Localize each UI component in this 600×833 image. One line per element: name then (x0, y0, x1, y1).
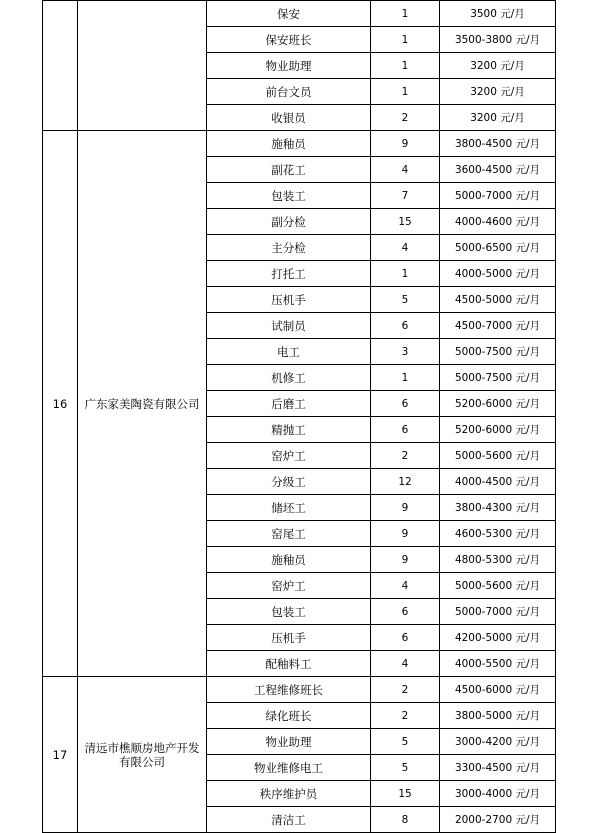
salary-cell: 4200-5000 元/月 (440, 625, 556, 651)
salary-cell: 3000-4200 元/月 (440, 729, 556, 755)
company-name: 广东家美陶瓷有限公司 (84, 396, 200, 411)
count-cell: 4 (371, 573, 440, 599)
position-cell: 绿化班长 (207, 703, 371, 729)
position-cell: 试制员 (207, 313, 371, 339)
count-cell: 1 (371, 261, 440, 287)
group-index-cell (43, 1, 78, 131)
count-cell: 4 (371, 157, 440, 183)
position-cell: 机修工 (207, 365, 371, 391)
salary-cell: 5000-5600 元/月 (440, 573, 556, 599)
count-cell: 1 (371, 365, 440, 391)
position-cell: 压机手 (207, 625, 371, 651)
position-cell: 工程维修班长 (207, 677, 371, 703)
salary-cell: 4500-7000 元/月 (440, 313, 556, 339)
salary-cell: 3800-4300 元/月 (440, 495, 556, 521)
position-cell: 前台文员 (207, 79, 371, 105)
count-cell: 12 (371, 469, 440, 495)
position-cell: 压机手 (207, 287, 371, 313)
salary-cell: 4000-5500 元/月 (440, 651, 556, 677)
count-cell: 9 (371, 521, 440, 547)
count-cell: 6 (371, 417, 440, 443)
count-cell: 1 (371, 1, 440, 27)
salary-cell: 5000-7500 元/月 (440, 365, 556, 391)
table-row (43, 677, 556, 703)
position-cell: 包装工 (207, 599, 371, 625)
group-index-cell: 16 (43, 131, 78, 677)
count-cell: 2 (371, 105, 440, 131)
count-cell: 2 (371, 703, 440, 729)
count-cell: 1 (371, 27, 440, 53)
salary-cell: 3600-4500 元/月 (440, 157, 556, 183)
position-cell: 配釉料工 (207, 651, 371, 677)
job-table-body (43, 1, 556, 833)
salary-cell: 3300-4500 元/月 (440, 755, 556, 781)
count-cell: 4 (371, 235, 440, 261)
table-row (43, 1, 556, 27)
position-cell: 收银员 (207, 105, 371, 131)
position-cell: 电工 (207, 339, 371, 365)
position-cell: 施釉员 (207, 547, 371, 573)
table-row (43, 131, 556, 157)
salary-cell: 3800-5000 元/月 (440, 703, 556, 729)
position-cell: 打托工 (207, 261, 371, 287)
salary-cell: 5000-6500 元/月 (440, 235, 556, 261)
company-cell (78, 1, 207, 131)
count-cell: 15 (371, 209, 440, 235)
salary-cell: 5200-6000 元/月 (440, 391, 556, 417)
count-cell: 5 (371, 287, 440, 313)
salary-cell: 4000-4500 元/月 (440, 469, 556, 495)
position-cell: 保安班长 (207, 27, 371, 53)
position-cell: 物业助理 (207, 53, 371, 79)
salary-cell: 4600-5300 元/月 (440, 521, 556, 547)
count-cell: 2 (371, 443, 440, 469)
position-cell: 保安 (207, 1, 371, 27)
count-cell: 3 (371, 339, 440, 365)
salary-cell: 3500 元/月 (440, 1, 556, 27)
salary-cell: 4800-5300 元/月 (440, 547, 556, 573)
position-cell: 施釉员 (207, 131, 371, 157)
count-cell: 6 (371, 391, 440, 417)
count-cell: 7 (371, 183, 440, 209)
count-cell: 9 (371, 547, 440, 573)
company-name: 清远市樵顺房地产开发有限公司 (84, 740, 200, 769)
salary-cell: 5000-5600 元/月 (440, 443, 556, 469)
salary-cell: 5000-7000 元/月 (440, 183, 556, 209)
position-cell: 分级工 (207, 469, 371, 495)
count-cell: 15 (371, 781, 440, 807)
position-cell: 精抛工 (207, 417, 371, 443)
position-cell: 清洁工 (207, 807, 371, 833)
count-cell: 6 (371, 599, 440, 625)
salary-cell: 4500-5000 元/月 (440, 287, 556, 313)
count-cell: 2 (371, 677, 440, 703)
position-cell: 窑尾工 (207, 521, 371, 547)
count-cell: 8 (371, 807, 440, 833)
salary-cell: 5000-7000 元/月 (440, 599, 556, 625)
count-cell: 5 (371, 755, 440, 781)
salary-cell: 5200-6000 元/月 (440, 417, 556, 443)
position-cell: 副分检 (207, 209, 371, 235)
position-cell: 副花工 (207, 157, 371, 183)
salary-cell: 3800-4500 元/月 (440, 131, 556, 157)
count-cell: 9 (371, 495, 440, 521)
group-index-cell: 17 (43, 677, 78, 833)
salary-cell: 4000-4600 元/月 (440, 209, 556, 235)
count-cell: 1 (371, 79, 440, 105)
salary-cell: 3200 元/月 (440, 105, 556, 131)
position-cell: 物业助理 (207, 729, 371, 755)
company-cell (78, 131, 207, 677)
salary-cell: 4000-5000 元/月 (440, 261, 556, 287)
salary-cell: 4500-6000 元/月 (440, 677, 556, 703)
count-cell: 5 (371, 729, 440, 755)
company-cell (78, 677, 207, 833)
count-cell: 4 (371, 651, 440, 677)
position-cell: 窑炉工 (207, 443, 371, 469)
count-cell: 6 (371, 313, 440, 339)
count-cell: 9 (371, 131, 440, 157)
salary-cell: 5000-7500 元/月 (440, 339, 556, 365)
job-table (42, 0, 556, 833)
position-cell: 主分检 (207, 235, 371, 261)
position-cell: 物业维修电工 (207, 755, 371, 781)
position-cell: 窑炉工 (207, 573, 371, 599)
position-cell: 包装工 (207, 183, 371, 209)
salary-cell: 3000-4000 元/月 (440, 781, 556, 807)
salary-cell: 3200 元/月 (440, 53, 556, 79)
count-cell: 1 (371, 53, 440, 79)
position-cell: 秩序维护员 (207, 781, 371, 807)
salary-cell: 3200 元/月 (440, 79, 556, 105)
position-cell: 后磨工 (207, 391, 371, 417)
salary-cell: 3500-3800 元/月 (440, 27, 556, 53)
count-cell: 6 (371, 625, 440, 651)
position-cell: 储坯工 (207, 495, 371, 521)
salary-cell: 2000-2700 元/月 (440, 807, 556, 833)
